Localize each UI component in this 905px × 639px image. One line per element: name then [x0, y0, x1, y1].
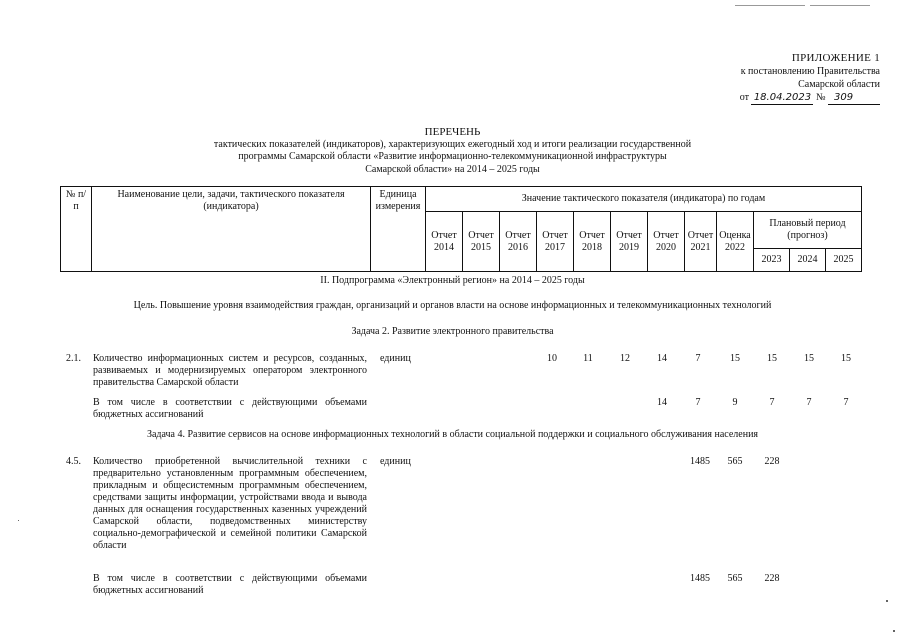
scan-speck	[893, 630, 895, 632]
value-cell: 15	[730, 353, 740, 364]
value-cell: 15	[767, 353, 777, 364]
value-cell: 228	[764, 456, 780, 467]
indicator-table-header	[60, 186, 862, 272]
scan-artifact	[810, 5, 870, 6]
row-unit: единиц	[380, 353, 411, 364]
scan-speck	[886, 600, 888, 602]
date-signature: 18.04.2023	[751, 91, 813, 105]
col-number-header: № п/п	[61, 187, 92, 272]
year-header: Отчет 2021	[685, 212, 717, 272]
plan-year-header: 2023	[754, 249, 790, 272]
plan-period-header: Плановый период (прогноз)	[754, 212, 862, 249]
col-values-header: Значение тактического показателя (индикатора) по годам	[426, 187, 862, 212]
year-header: Отчет 2018	[574, 212, 611, 272]
appendix-line1: к постановлению Правительства	[740, 66, 880, 77]
row-unit: единиц	[380, 456, 411, 467]
document-heading	[180, 126, 725, 176]
year-header: Отчет 2015	[463, 212, 500, 272]
number-signature: 309	[828, 91, 880, 105]
value-cell: 14	[657, 353, 667, 364]
value-cell: 15	[841, 353, 851, 364]
value-cell: 15	[804, 353, 814, 364]
subprogram-title: II. Подпрограмма «Электронный регион» на 2014 – 2025 годы	[320, 275, 585, 286]
row-indicator-name: Количество приобретенной вычислительной техники с предварительно установленным программным обеспечением, прикладным и общесистемным программным обеспечением, средствами защиты информации, устройствами ввода и вывода данных для оснащения государственных казенных учреждений Самарской области, подведомственных министерству социально-демографической и семейной политики Самарской области	[93, 456, 367, 551]
year-header-estimate: Оценка 2022	[717, 212, 754, 272]
value-cell: 565	[727, 456, 743, 467]
year-header: Отчет 2020	[648, 212, 685, 272]
heading-line1: тактических показателей (индикаторов), характеризующих ежегодный ход и итоги реализации государственной	[213, 138, 692, 150]
heading-line3: Самарской области» на 2014 – 2025 годы	[365, 163, 540, 175]
value-cell: 9	[732, 397, 738, 408]
plan-year-header: 2025	[826, 249, 862, 272]
row-number: 4.5.	[66, 456, 81, 467]
value-cell: 7	[769, 397, 775, 408]
value-cell: 11	[583, 353, 593, 364]
appendix-title: ПРИЛОЖЕНИЕ 1	[791, 52, 880, 64]
row-sub-indicator-name: В том числе в соответствии с действующими объемами бюджетных ассигнований	[93, 573, 367, 596]
appendix-block	[720, 52, 880, 105]
value-cell: 7	[695, 353, 701, 364]
row-sub-indicator-name: В том числе в соответствии с действующими объемами бюджетных ассигнований	[93, 397, 367, 420]
value-cell: 7	[843, 397, 849, 408]
year-header: Отчет 2016	[500, 212, 537, 272]
number-prefix: №	[815, 92, 826, 103]
year-header: Отчет 2014	[426, 212, 463, 272]
appendix-line2: Самарской области	[798, 79, 880, 90]
goal-text: Цель. Повышение уровня взаимодействия граждан, организаций и органов власти на основе информационных и телекоммуникационных технологий	[133, 300, 772, 311]
value-cell: 1485	[690, 456, 710, 467]
scan-artifact	[735, 5, 805, 6]
col-name-header: Наименование цели, задачи, тактического показателя (индикатора)	[92, 187, 371, 272]
value-cell: 12	[620, 353, 630, 364]
appendix-date-line	[720, 91, 880, 105]
col-unit-header: Единица измерения	[371, 187, 426, 272]
task-4-title: Задача 4. Развитие сервисов на основе информационных технологий в области социальной поддержки и социального обслуживания населения	[146, 429, 759, 440]
value-cell: 7	[806, 397, 812, 408]
value-cell: 228	[764, 573, 780, 584]
row-number: 2.1.	[66, 353, 81, 364]
year-header: Отчет 2019	[611, 212, 648, 272]
value-cell: 10	[547, 353, 557, 364]
value-cell: 565	[727, 573, 743, 584]
date-prefix: от	[739, 92, 749, 103]
value-cell: 1485	[690, 573, 710, 584]
value-cell: 14	[657, 397, 667, 408]
heading-line2: программы Самарской области «Развитие информационно-телекоммуникационной инфраструктуры	[238, 151, 667, 162]
row-indicator-name: Количество информационных систем и ресурсов, созданных, развиваемых и модернизируемых оператором электронного правительства Самарской области	[93, 353, 367, 388]
plan-year-header: 2024	[790, 249, 826, 272]
scan-speck	[18, 520, 19, 521]
task-2-title: Задача 2. Развитие электронного правительства	[351, 326, 554, 337]
heading-title: ПЕРЕЧЕНЬ	[424, 126, 481, 138]
year-header: Отчет 2017	[537, 212, 574, 272]
value-cell: 7	[695, 397, 701, 408]
